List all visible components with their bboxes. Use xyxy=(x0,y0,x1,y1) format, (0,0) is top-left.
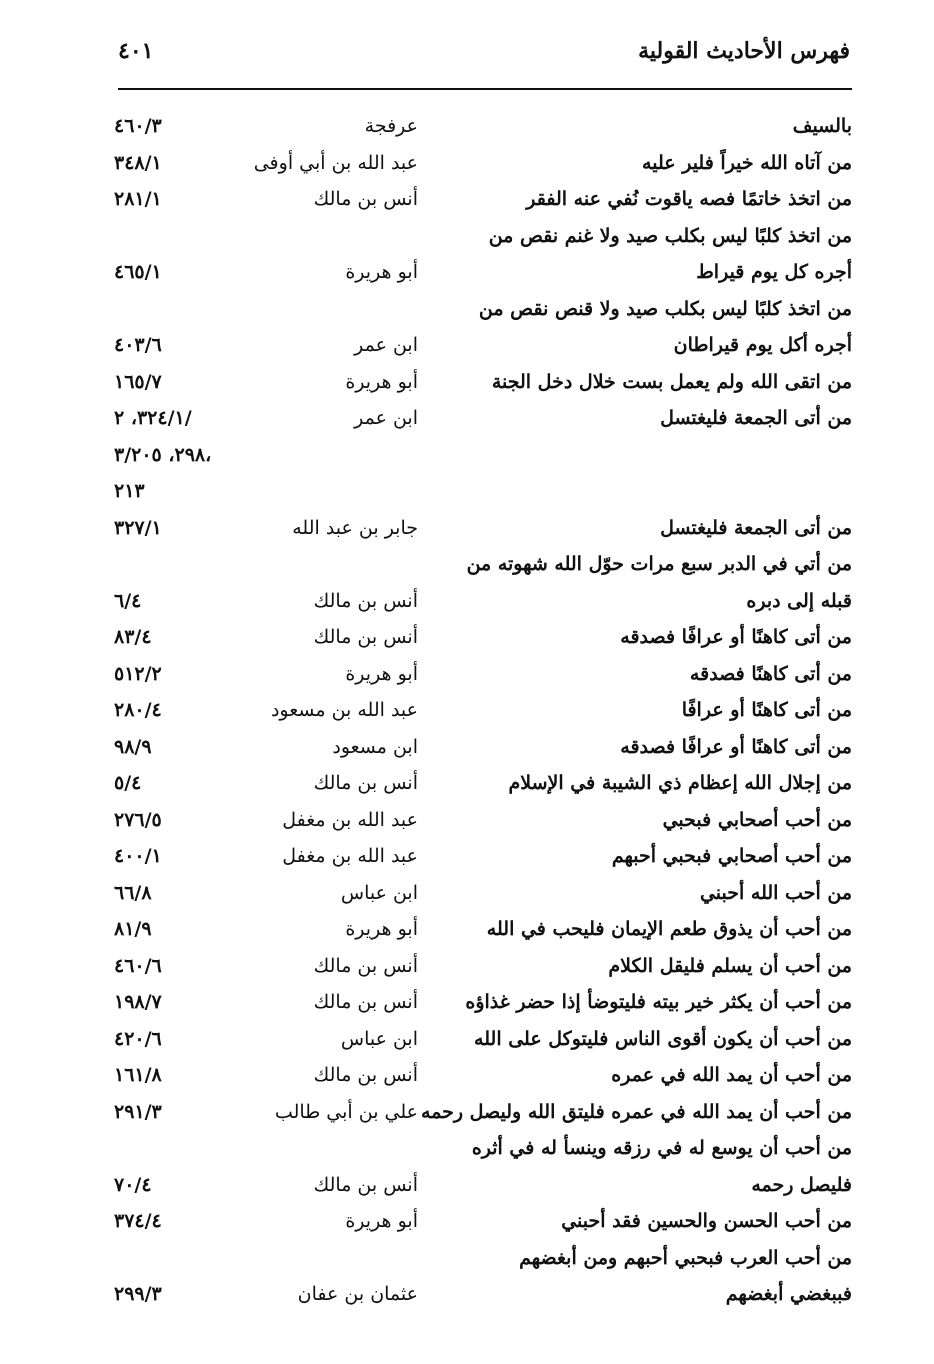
hadith-text: من أحب أن يذوق طعم الإيمان فليحب في الله xyxy=(486,918,852,940)
volume-page-ref: ٥/٤ xyxy=(114,772,142,794)
narrator-name: أنس بن مالك xyxy=(313,589,418,612)
index-row xyxy=(0,984,934,1021)
index-row xyxy=(0,1240,934,1277)
index-row xyxy=(0,181,934,218)
hadith-text: من أحب أن يمد الله في عمره xyxy=(611,1064,852,1086)
volume-page-ref: ٦/٤ xyxy=(114,589,142,612)
narrator-name: جابر بن عبد الله xyxy=(292,516,418,539)
volume-page-ref: ٢٩١/٣ xyxy=(114,1100,162,1123)
volume-page-ref: ٢٨٠/٤ xyxy=(114,699,162,721)
hadith-text: من أحب أصحابي فبحبي أحبهم xyxy=(611,845,852,867)
narrator-name: عبد الله بن مغفل xyxy=(282,808,418,831)
volume-page-ref: ٣٤٨/١ xyxy=(114,151,162,174)
index-row xyxy=(0,327,934,364)
volume-page-ref: ٤٠٣/٦ xyxy=(114,334,162,356)
page-number: ٤٠١ xyxy=(118,38,154,64)
index-row xyxy=(0,729,934,766)
hadith-text: من أحب أن يسلم فليقل الكلام xyxy=(608,954,852,977)
volume-page-ref: ٢١٣ xyxy=(114,480,145,502)
volume-page-ref: ٤٢٠/٦ xyxy=(114,1027,162,1050)
index-row xyxy=(0,291,934,328)
narrator-name: عبد الله بن مسعود xyxy=(270,699,418,721)
hadith-text: أجره أكل يوم قيراطان xyxy=(673,334,852,356)
hadith-text: من اتخذ كلبًا ليس بكلب صيد ولا غنم نقص من xyxy=(488,224,852,247)
narrator-name: أنس بن مالك xyxy=(313,188,418,210)
index-row xyxy=(0,145,934,182)
volume-page-ref: ٢٩٩/٣ xyxy=(114,1283,162,1305)
index-row xyxy=(0,619,934,656)
hadith-text: من أتي في الدبر سبع مرات حوّل الله شهوته من xyxy=(466,553,852,575)
index-row xyxy=(0,838,934,875)
narrator-name: عبد الله بن مغفل xyxy=(282,845,418,867)
volume-page-ref: ٧٠/٤ xyxy=(114,1173,152,1196)
index-row xyxy=(0,583,934,620)
volume-page-ref: ٥١٢/٢ xyxy=(114,662,162,685)
hadith-text: من آتاه الله خيراً فلير عليه xyxy=(642,151,852,174)
narrator-name: ابن عباس xyxy=(340,1027,418,1050)
volume-page-ref: ٨٣/٤ xyxy=(114,626,152,648)
volume-page-ref: ٨١/٩ xyxy=(114,918,152,940)
index-row xyxy=(0,1130,934,1167)
index-row xyxy=(0,765,934,802)
narrator-name: أبو هريرة xyxy=(345,1210,418,1232)
narrator-name: ابن عباس xyxy=(340,881,418,904)
volume-page-ref: ٦٦/٨ xyxy=(114,881,152,904)
hadith-text: من أتى كاهنًا أو عرافًا فصدقه xyxy=(620,626,852,648)
hadith-text: من اتخذ كلبًا ليس بكلب صيد ولا قنص نقص من xyxy=(478,297,852,320)
hadith-text: من أحب الله أحبني xyxy=(699,881,852,904)
index-row xyxy=(0,1203,934,1240)
hadith-index-list xyxy=(0,108,934,1308)
narrator-name: أبو هريرة xyxy=(345,370,418,393)
narrator-name: عبد الله بن أبي أوفى xyxy=(253,151,418,174)
narrator-name: عثمان بن عفان xyxy=(297,1283,418,1305)
index-row xyxy=(0,546,934,583)
index-row xyxy=(0,802,934,839)
index-row xyxy=(0,1057,934,1094)
hadith-text: بالسيف xyxy=(792,115,852,137)
index-row xyxy=(0,692,934,729)
hadith-text: قبله إلى دبره xyxy=(746,589,852,612)
narrator-name: أبو هريرة xyxy=(345,261,418,283)
narrator-name: عرفجة xyxy=(364,115,418,137)
volume-page-ref: ١٦٥/٧ xyxy=(114,370,162,393)
index-row xyxy=(0,510,934,547)
volume-page-ref: ٤٠٠/١ xyxy=(114,845,162,867)
narrator-name: أبو هريرة xyxy=(345,918,418,940)
page-header xyxy=(118,38,850,82)
narrator-name: أنس بن مالك xyxy=(313,1173,418,1196)
index-row xyxy=(0,437,934,474)
narrator-name: أنس بن مالك xyxy=(313,1064,418,1086)
index-row xyxy=(0,364,934,401)
index-row xyxy=(0,254,934,291)
narrator-name: علي بن أبي طالب xyxy=(274,1100,418,1123)
hadith-text: من أحب أن يمد الله في عمره فليتق الله وليصل رحمه xyxy=(420,1100,852,1123)
narrator-name: أنس بن مالك xyxy=(313,954,418,977)
narrator-name: ابن عمر xyxy=(354,407,418,429)
hadith-text: من أحب أن يكون أقوى الناس فليتوكل على الله xyxy=(474,1027,852,1050)
hadith-text: فليصل رحمه xyxy=(751,1173,852,1196)
running-title: فهرس الأحاديث القولية xyxy=(638,38,850,64)
narrator-name: أنس بن مالك xyxy=(313,626,418,648)
hadith-text: من اتقى الله ولم يعمل بست خلال دخل الجنة xyxy=(491,370,852,393)
volume-page-ref: ٤٦٥/١ xyxy=(114,261,162,283)
index-row xyxy=(0,948,934,985)
index-row xyxy=(0,1167,934,1204)
hadith-text: من أتى الجمعة فليغتسل xyxy=(660,516,852,539)
index-row xyxy=(0,875,934,912)
index-row xyxy=(0,1276,934,1313)
hadith-text: من أحب أن يكثر خير بيته فليتوضأ إذا حضر غذاؤه xyxy=(465,991,852,1013)
hadith-text: من أتى كاهنًا أو عرافًا xyxy=(681,699,852,721)
hadith-text: من إجلال الله إعظام ذي الشيبة في الإسلام xyxy=(508,772,852,794)
hadith-text: من اتخذ خاتمًا فصه ياقوت نُفي عنه الفقر xyxy=(526,188,852,210)
index-row xyxy=(0,400,934,437)
volume-page-ref: ٤٦٠/٦ xyxy=(114,954,162,977)
volume-page-ref: ٣٧٤/٤ xyxy=(114,1210,162,1232)
volume-page-ref: ١٩٨/٧ xyxy=(114,991,162,1013)
narrator-name: أنس بن مالك xyxy=(313,991,418,1013)
hadith-text: من أتى كاهنًا فصدقه xyxy=(689,662,852,685)
volume-page-ref: ٢٨١/١ xyxy=(114,188,162,210)
hadith-text: فببغضي أبغضهم xyxy=(725,1283,852,1305)
index-row xyxy=(0,473,934,510)
hadith-text: من أحب أصحابي فبحبي xyxy=(662,808,852,831)
index-row xyxy=(0,1094,934,1131)
narrator-name: أنس بن مالك xyxy=(313,772,418,794)
index-row xyxy=(0,656,934,693)
hadith-text: من أحب العرب فبحبي أحبهم ومن أبغضهم xyxy=(519,1246,852,1269)
volume-page-ref: ٤٦٠/٣ xyxy=(114,115,162,137)
hadith-text: من أحب أن يوسع له في رزقه وينسأ له في أثره xyxy=(471,1137,852,1159)
hadith-text: أجره كل يوم قيراط xyxy=(696,261,852,283)
volume-page-ref: ٢٧٦/٥ xyxy=(114,808,162,831)
volume-page-ref: ٣٢٤/١، ٢/ xyxy=(114,407,192,429)
hadith-text: من أتى الجمعة فليغتسل xyxy=(660,407,852,429)
hadith-text: من أتى كاهنًا أو عرافًا فصدقه xyxy=(620,735,852,758)
narrator-name: ابن عمر xyxy=(354,334,418,356)
volume-page-ref: ٢٩٨، ٣/٢٠٥، xyxy=(114,443,212,466)
index-row xyxy=(0,1021,934,1058)
volume-page-ref: ٣٢٧/١ xyxy=(114,516,162,539)
index-row xyxy=(0,218,934,255)
volume-page-ref: ١٦١/٨ xyxy=(114,1064,162,1086)
index-row xyxy=(0,108,934,145)
narrator-name: أبو هريرة xyxy=(345,662,418,685)
hadith-text: من أحب الحسن والحسين فقد أحبني xyxy=(561,1210,852,1232)
narrator-name: ابن مسعود xyxy=(332,735,418,758)
index-row xyxy=(0,911,934,948)
volume-page-ref: ٩٨/٩ xyxy=(114,735,152,758)
header-rule xyxy=(118,88,852,90)
